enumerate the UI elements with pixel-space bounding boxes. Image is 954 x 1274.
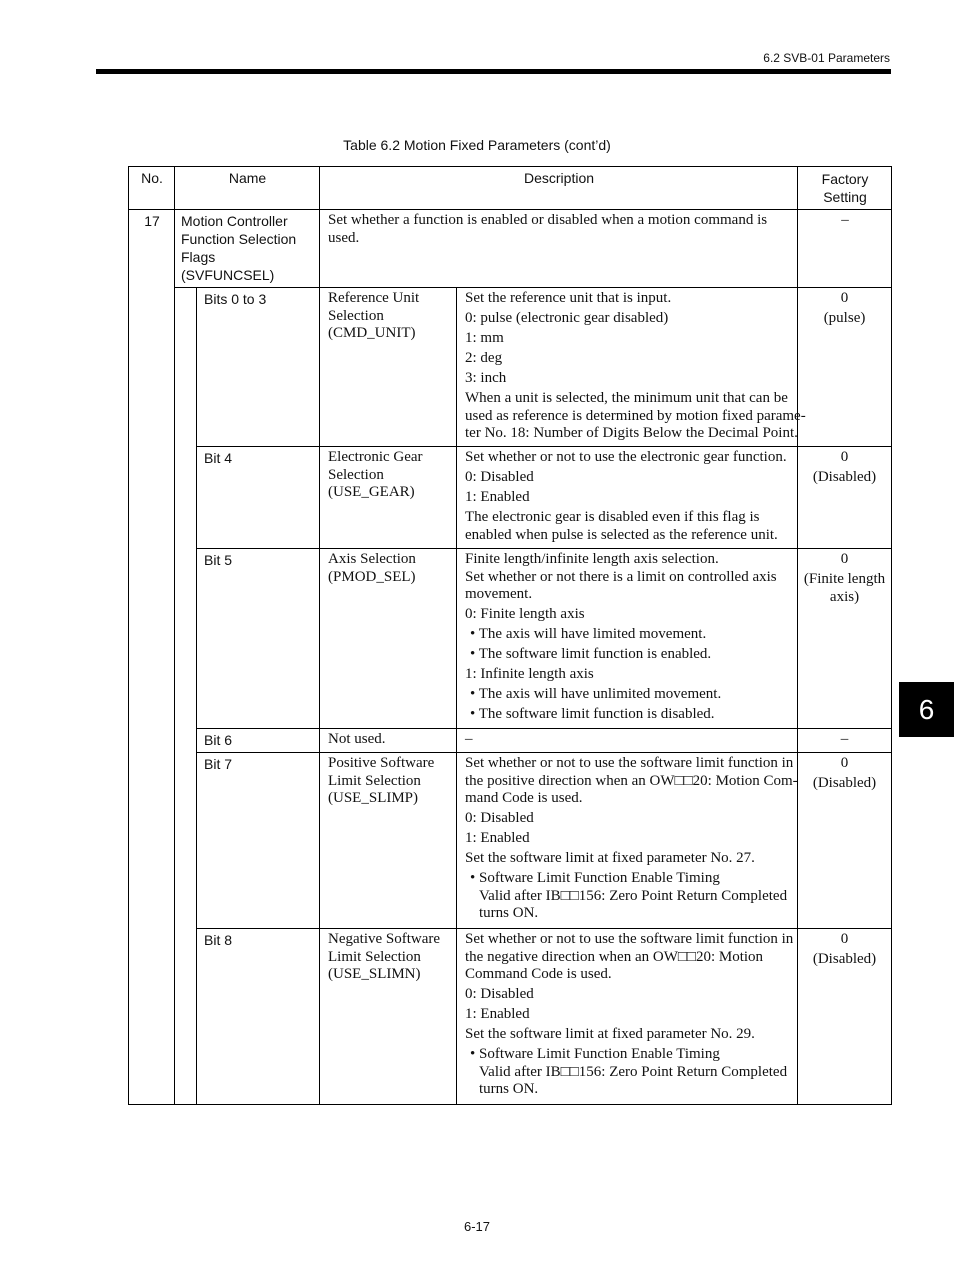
description-line: Set whether or not to use the electronic gear function. — [465, 449, 787, 465]
description-line: Set the software limit at fixed parameter No. 27. — [465, 850, 755, 866]
bullet-item: • The axis will have limited movement. — [470, 626, 707, 642]
description-line: 3: inch — [465, 370, 507, 386]
description-line: The electronic gear is disabled even if this flag is — [465, 509, 760, 525]
bit-name — [320, 549, 457, 729]
bit-description — [457, 929, 798, 1105]
bit-description — [457, 549, 798, 729]
description-line: Set whether or not to use the software limit function in — [465, 931, 794, 947]
bit-name-line: Electronic Gear — [328, 449, 423, 465]
description-line: turns ON. — [479, 1081, 539, 1097]
parameters-table — [128, 166, 892, 1105]
bullet-item: • The software limit function is enabled. — [470, 646, 712, 662]
bit-factory-setting — [798, 288, 892, 447]
bit-name-line: Negative Software — [328, 931, 441, 947]
bit-name-line: Not used. — [328, 731, 386, 747]
bit-label: Bit 8 — [197, 929, 320, 1105]
description-line: Set the reference unit that is input. — [465, 290, 672, 306]
bit-name-line: (USE_GEAR) — [328, 484, 415, 500]
bullet-item: • Software Limit Function Enable Timing — [470, 1046, 720, 1062]
bit-name — [320, 447, 457, 549]
description-line: 0: pulse (electronic gear disabled) — [465, 310, 669, 326]
description-line: movement. — [465, 586, 533, 602]
description-line: Valid after IB□□156: Zero Point Return Completed — [479, 887, 788, 904]
bit-label: Bit 6 — [197, 729, 320, 753]
bit-factory-setting — [798, 753, 892, 929]
description-line: turns ON. — [479, 905, 539, 921]
bit-name — [320, 288, 457, 447]
bit-description — [457, 288, 806, 447]
bit-name-line: (USE_SLIMP) — [328, 790, 419, 806]
description-line: Set whether or not there is a limit on controlled axis — [465, 568, 777, 585]
factory-value-line: 0 — [840, 931, 849, 947]
param-row — [129, 210, 892, 288]
description-line: 1: Enabled — [465, 1006, 530, 1022]
description-line: Set the software limit at fixed parameter No. 29. — [465, 1026, 755, 1042]
bit-row — [129, 929, 892, 1105]
bit-row — [129, 288, 892, 447]
description-line: 0: Disabled — [465, 469, 534, 485]
description-line: Finite length/infinite length axis selection. — [465, 551, 719, 567]
bit-row — [129, 729, 892, 753]
description-line: used as reference is determined by motion fixed parame- — [465, 407, 806, 424]
bit-row — [129, 549, 892, 729]
bit-name-line: (PMOD_SEL) — [328, 568, 416, 585]
col-header-name: Name — [175, 167, 320, 210]
description-line: 0: Disabled — [465, 986, 534, 1002]
header-row — [129, 167, 892, 210]
bit-row — [129, 447, 892, 549]
factory-value-line: (Finite length — [803, 571, 886, 587]
bit-label: Bit 4 — [197, 447, 320, 549]
description-line: ter No. 18: Number of Digits Below the Decimal Point. — [465, 425, 798, 441]
description-line: 0: Finite length axis — [465, 606, 585, 622]
spacer-cell — [175, 288, 197, 1105]
factory-value-line: (Disabled) — [812, 469, 877, 485]
bit-name-line: Reference Unit — [328, 290, 420, 306]
bit-description — [457, 447, 798, 549]
bit-row — [129, 753, 892, 929]
description-line: the positive direction when an OW□□20: Motion Com- — [465, 772, 798, 789]
factory-value-line: (Disabled) — [812, 775, 877, 791]
bit-factory-setting — [798, 447, 892, 549]
bit-description — [457, 753, 798, 929]
description-line: 1: Enabled — [465, 830, 530, 846]
param-description: Set whether a function is enabled or disabled when a motion command is used. — [320, 210, 798, 288]
factory-value-line: (Disabled) — [812, 951, 877, 967]
bullet-item: • The software limit function is disabled. — [470, 706, 715, 722]
col-header-no: No. — [129, 167, 175, 210]
bit-name — [320, 929, 457, 1105]
bullet-item: • Software Limit Function Enable Timing — [470, 870, 720, 886]
description-line: Command Code is used. — [465, 966, 612, 982]
description-line: mand Code is used. — [465, 790, 583, 806]
col-header-factory-setting: Factory Setting — [798, 167, 892, 210]
bit-name-line: (USE_SLIMN) — [328, 966, 421, 982]
description-line: Valid after IB□□156: Zero Point Return Completed — [479, 1063, 788, 1080]
bit-label: Bit 7 — [197, 753, 320, 929]
param-name: Motion Controller Function Selection Flags (SVFUNCSEL) — [175, 210, 320, 288]
description-line: 1: mm — [465, 330, 504, 346]
bit-name-line: Selection — [328, 466, 384, 483]
bit-name-line: Selection — [328, 307, 384, 324]
description-line: 1: Enabled — [465, 489, 530, 505]
running-header: 6.2 SVB-01 Parameters — [763, 51, 890, 65]
bit-factory-setting — [798, 929, 892, 1105]
bit-name — [320, 753, 457, 929]
bit-name-line: Positive Software — [328, 755, 435, 771]
description-line: 0: Disabled — [465, 810, 534, 826]
factory-value-line: 0 — [840, 551, 849, 567]
bit-label: Bits 0 to 3 — [197, 288, 320, 447]
bit-name-line: (CMD_UNIT) — [328, 325, 416, 341]
description-line: When a unit is selected, the minimum unit that can be — [465, 390, 788, 406]
description-line: 1: Infinite length axis — [465, 666, 594, 682]
bit-description — [457, 729, 798, 753]
factory-value-line: 0 — [840, 290, 849, 306]
description-line: – — [465, 731, 473, 747]
description-line: the negative direction when an OW□□20: Motion — [465, 948, 764, 965]
header-rule — [96, 69, 891, 74]
description-line: enabled when pulse is selected as the reference unit. — [465, 526, 778, 543]
param-factory-setting: – — [798, 210, 892, 288]
description-line: Set whether or not to use the software limit function in — [465, 755, 794, 771]
factory-value-line: – — [840, 731, 849, 747]
bullet-item: • The axis will have unlimited movement. — [470, 686, 722, 702]
factory-value-line: (pulse) — [823, 310, 866, 326]
bit-name — [320, 729, 457, 753]
bit-factory-setting — [798, 549, 892, 729]
page-number: 6-17 — [463, 1219, 491, 1234]
description-line: 2: deg — [465, 350, 503, 366]
factory-value-line: 0 — [840, 449, 849, 465]
factory-value-line: 0 — [840, 755, 849, 771]
table-caption: Table 6.2 Motion Fixed Parameters (cont’d) — [343, 137, 611, 153]
spacer-cell — [129, 288, 175, 1105]
chapter-tab: 6 — [899, 682, 954, 737]
bit-name-line: Axis Selection — [328, 551, 416, 567]
param-number: 17 — [129, 210, 175, 288]
bit-name-line: Limit Selection — [328, 772, 421, 789]
bit-name-line: Limit Selection — [328, 948, 421, 965]
bit-factory-setting — [798, 729, 892, 753]
bit-label: Bit 5 — [197, 549, 320, 729]
factory-value-line: axis) — [829, 588, 860, 605]
col-header-description: Description — [320, 167, 798, 210]
